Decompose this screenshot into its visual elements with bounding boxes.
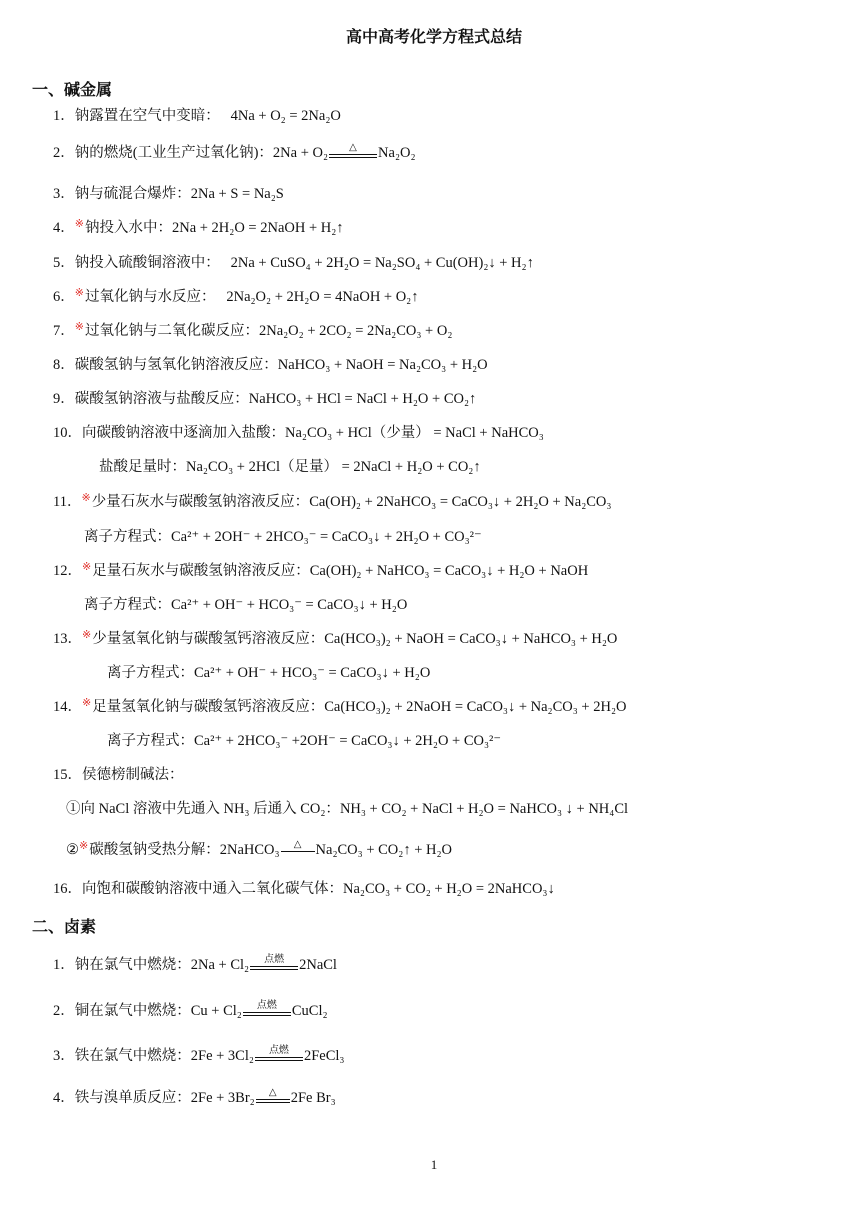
- eq-line-a15a: ①向 NaCl 溶液中先通入 NH₃ 后通入 CO₂：NH₃ + CO₂ + NaCl + H₂O = NaHCO₃ ↓ + NH₄Cl: [66, 801, 629, 817]
- eq-line-a15b: ②※碳酸氢钠受热分解：2NaHCO₃ △ Na₂CO₃ + CO₂↑ + H₂O: [66, 838, 453, 858]
- equation: 4Na + O₂ = 2Na₂O: [230, 108, 341, 124]
- eq-line-a16: 16．向饱和碳酸钠溶液中通入二氧化碳气体：Na₂CO₃ + CO₂ + H₂O = 2NaHCO₃↓: [53, 881, 555, 897]
- section-heading-halogen: 二、卤素: [32, 917, 97, 936]
- eq-line-a2: 2．钠的燃烧(工业生产过氧化钠)：2Na + O₂ △ Na₂O₂: [53, 141, 416, 161]
- eq-line-a10: 10．向碳酸钠溶液中逐滴加入盐酸：Na₂CO₃ + HCl（少量） = NaCl + NaHCO₃: [53, 425, 544, 441]
- eq-line-a6: 6．※过氧化钠与水反应： 2Na₂O₂ + 2H₂O = 4NaOH + O₂↑: [53, 287, 419, 305]
- page-title: 高中高考化学方程式总结: [345, 27, 522, 46]
- eq-line-a15: 15．侯德榜制碱法：: [53, 767, 184, 783]
- eq-line-a9: 9．碳酸氢钠溶液与盐酸反应：NaHCO₃ + HCl = NaCl + H₂O + CO₂↑: [53, 391, 477, 407]
- eq-line-b1: 1．钠在氯气中燃烧：2Na + Cl₂ 点燃 2NaCl: [53, 953, 337, 973]
- eq-line-a11b: 离子方程式：Ca²⁺ + 2OH⁻ + 2HCO₃⁻ = CaCO₃↓ + 2H₂O + CO₃²⁻: [84, 529, 482, 545]
- eq-line-a11: 11．※少量石灰水与碳酸氢钠溶液反应：Ca(OH)₂ + 2NaHCO₃ = CaCO₃↓ + 2H₂O + Na₂CO₃: [53, 492, 612, 510]
- page-number: 1: [430, 1157, 438, 1172]
- eq-line-a10b: 盐酸足量时：Na₂CO₃ + 2HCl（足量） = 2NaCl + H₂O + CO₂↑: [99, 459, 481, 475]
- eq-line-a8: 8．碳酸氢钠与氢氧化钠溶液反应：NaHCO₃ + NaOH = Na₂CO₃ + H₂O: [53, 357, 488, 373]
- eq-line-a13: 13．※少量氢氧化钠与碳酸氢钙溶液反应：Ca(HCO₃)₂ + NaOH = CaCO₃↓ + NaHCO₃ + H₂O: [53, 629, 618, 647]
- eq-line-a12b: 离子方程式：Ca²⁺ + OH⁻ + HCO₃⁻ = CaCO₃↓ + H₂O: [84, 597, 408, 613]
- eq-line-a4: 4．※钠投入水中：2Na + 2H₂O = 2NaOH + H₂↑: [53, 218, 344, 236]
- eq-line-b3: 3．铁在氯气中燃烧：2Fe + 3Cl₂ 点燃 2FeCl₃: [53, 1044, 345, 1064]
- eq-line-a14b: 离子方程式：Ca²⁺ + 2HCO₃⁻ +2OH⁻ = CaCO₃↓ + 2H₂O + CO₃²⁻: [107, 733, 502, 749]
- eq-line-a12: 12．※足量石灰水与碳酸氢钠溶液反应：Ca(OH)₂ + NaHCO₃ = CaCO₃↓ + H₂O + NaOH: [53, 561, 589, 579]
- section-heading-alkali: 一、碱金属: [32, 80, 113, 99]
- eq-line-b2: 2．铜在氯气中燃烧：Cu + Cl₂ 点燃 CuCl₂: [53, 999, 328, 1019]
- eq-line-a7: 7．※过氧化钠与二氧化碳反应：2Na₂O₂ + 2CO₂ = 2Na₂CO₃ + O₂: [53, 321, 453, 339]
- eq-line-a5: 5．钠投入硫酸铜溶液中： 2Na + CuSO₄ + 2H₂O = Na₂SO₄ + Cu(OH)₂↓ + H₂↑: [53, 255, 534, 271]
- eq-line-b4: 4．铁与溴单质反应：2Fe + 3Br₂ △ 2Fe Br₃: [53, 1086, 336, 1106]
- eq-line-a1: 1．钠露置在空气中变暗： 4Na + O₂ = 2Na₂O: [53, 108, 341, 124]
- eq-line-a14: 14．※足量氢氧化钠与碳酸氢钙溶液反应：Ca(HCO₃)₂ + 2NaOH = CaCO₃↓ + Na₂CO₃ + 2H₂O: [53, 697, 627, 715]
- eq-line-a3: 3．钠与硫混合爆炸：2Na + S = Na₂S: [53, 186, 284, 202]
- eq-line-a13b: 离子方程式：Ca²⁺ + OH⁻ + HCO₃⁻ = CaCO₃↓ + H₂O: [107, 665, 431, 681]
